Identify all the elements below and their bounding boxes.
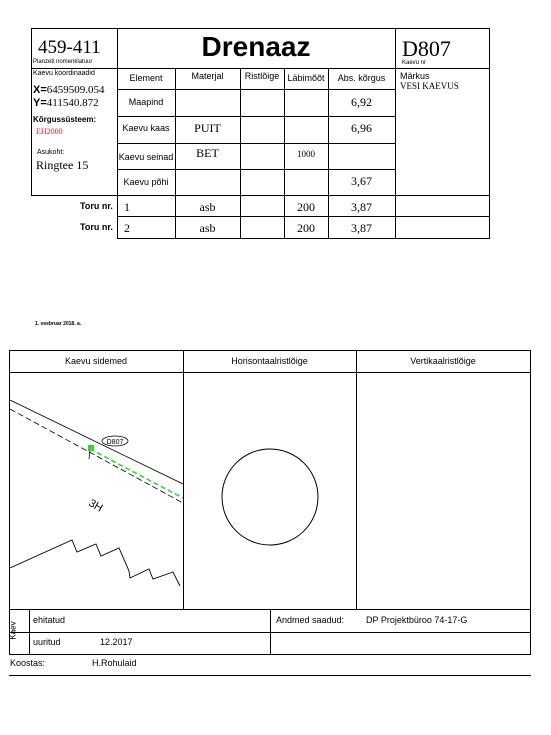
row-height: 6,96	[351, 121, 372, 135]
panel-title-vertical-section: Vertikaalristlõige	[410, 356, 476, 366]
pipe-label: Toru nr.	[80, 201, 113, 211]
panel-title-connections: Kaevu sidemed	[64, 356, 128, 366]
col-header-diameter: Läbimõõt	[287, 73, 325, 83]
side-label: Kaev	[8, 621, 18, 640]
page-title: Drenaaz	[201, 31, 311, 62]
pipe-material: asb	[199, 200, 216, 214]
author-value: H.Rohulaid	[92, 658, 137, 668]
row-element: Maapind	[128, 97, 164, 107]
col-header-section: Ristlõige	[244, 71, 280, 81]
x-label: X=	[33, 84, 47, 96]
well-caption: Kaevu nr	[402, 60, 427, 66]
row-element: Kaevu põhi	[123, 177, 169, 187]
pipe-height: 3,87	[351, 200, 372, 214]
sheet-number: 459-411	[38, 37, 101, 58]
parcel-boundary-dashed-line	[10, 409, 183, 503]
pipe-material: asb	[199, 221, 216, 235]
x-coordinate	[33, 84, 105, 96]
y-coordinate	[33, 97, 99, 109]
note-value: VESI KAEVUS	[400, 81, 459, 91]
drain-pipe-line	[90, 449, 183, 498]
pipe-label: Toru nr.	[80, 222, 113, 232]
source-label: Andmed saadud:	[276, 615, 345, 625]
source-value: DP Projektbüroo 74-17-G	[366, 615, 468, 625]
col-header-element: Element	[129, 73, 163, 83]
well-circle	[222, 449, 318, 545]
height-system-label: Kõrgussüsteem:	[33, 115, 97, 124]
location-value: Ringtee 15	[36, 158, 89, 172]
built-label: ehitatud	[33, 615, 66, 625]
location-label: Asukoht:	[37, 149, 65, 156]
document-date: 1. veebruar 2018. a.	[35, 321, 82, 327]
height-system-value: EH2000	[36, 127, 63, 136]
row-height: 6,92	[351, 95, 372, 109]
y-label: Y=	[33, 97, 47, 109]
map-label: 3H	[86, 497, 105, 515]
row-height: 3,67	[351, 174, 372, 188]
author-label: Koostas:	[10, 658, 46, 668]
coords-label: Kaevu koordinaadid	[33, 70, 95, 77]
panel-title-horizontal-section: Horisontaalristlõige	[231, 356, 308, 366]
row-element: Kaevu seinad	[118, 152, 174, 162]
row-diameter: 1000	[297, 149, 315, 159]
measured-date: 12.2017	[100, 637, 133, 647]
pipe-number: 1	[124, 200, 130, 214]
well-marker-icon	[88, 445, 94, 451]
col-header-height: Abs. kõrgus	[337, 73, 386, 83]
well-tag-label: D807	[106, 439, 124, 446]
row-element: Kaevu kaas	[122, 123, 170, 133]
connections-map	[10, 373, 183, 609]
parcel-boundary-line	[10, 400, 183, 484]
building-outline	[10, 540, 180, 586]
sheet-caption: Planzeti nomenklatuur	[33, 59, 93, 65]
y-value: 411540.872	[46, 97, 99, 109]
pipe-number: 2	[124, 221, 130, 235]
pipe-height: 3,87	[351, 221, 372, 235]
well-id: D807	[402, 36, 451, 61]
measured-label: uuritud	[33, 637, 61, 647]
x-value: 6459509.054	[46, 84, 105, 96]
horizontal-section-drawing	[184, 373, 356, 609]
pipe-diameter: 200	[297, 221, 315, 235]
col-header-material: Materjal	[191, 71, 224, 81]
row-material: BET	[196, 146, 219, 160]
row-material: PUIT	[194, 121, 221, 135]
col-header-note: Märkus	[400, 71, 430, 81]
pipe-diameter: 200	[297, 200, 315, 214]
